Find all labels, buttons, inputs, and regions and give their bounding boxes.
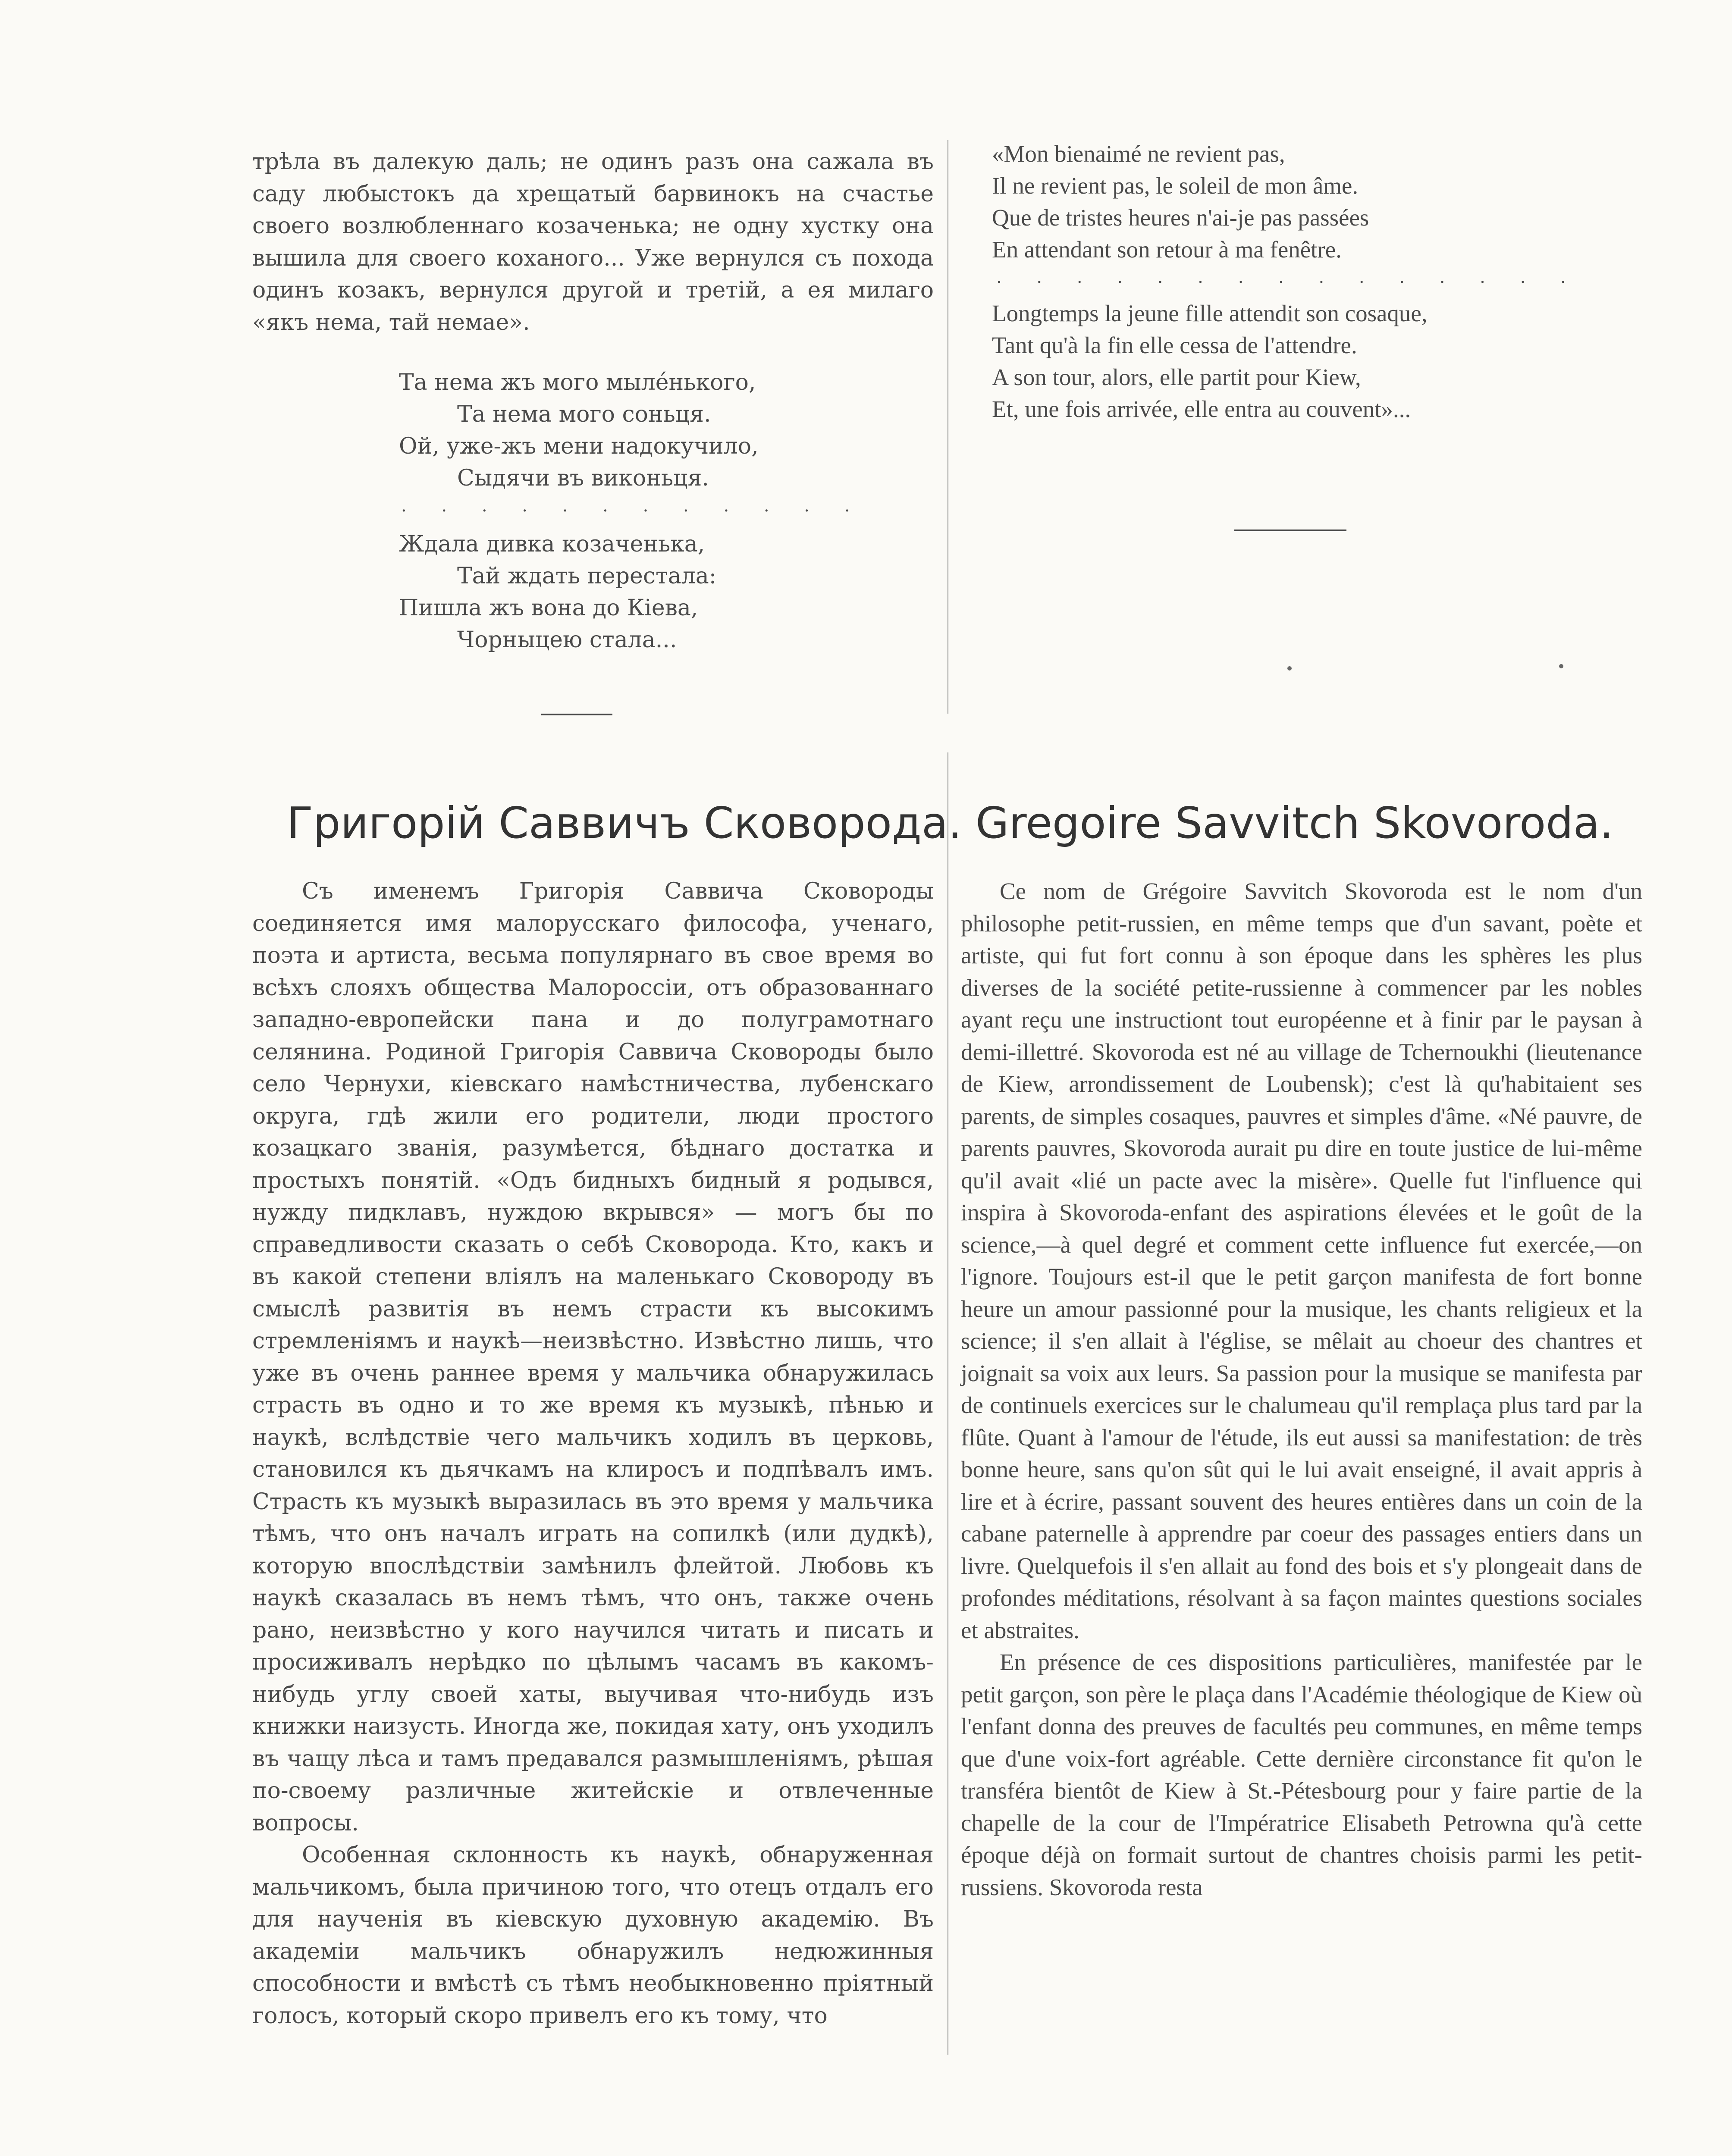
verse-line: Longtemps la jeune fille attendit son cosaque, [992,300,1428,326]
verse-line: Пишла жъ вона до Кіева, [399,595,698,621]
ru-intro [252,146,934,338]
verse-line: «Mon bienaimé ne revient pas, [992,141,1285,167]
verse-line: Que de tristes heures n'ai-je pas passées [992,204,1369,231]
verse-line: Сыдячи въ виконьця. [457,465,709,491]
verse-line: A son tour, alors, elle partit pour Kiew, [992,364,1361,390]
verse-line: Ой, уже-жъ мени надокучило, [399,433,759,459]
section-rule-right [1234,530,1346,531]
ru-article-heading: Григорій Саввичъ Сковорода. [287,798,962,848]
ru-verse-2 [399,528,916,656]
print-speck [1287,666,1292,671]
verse-line: En attendant son retour à ma fenêtre. [992,236,1342,263]
verse-line: Il ne revient pas, le soleil de mon âme. [992,172,1359,199]
ru-article-body [252,875,934,2032]
fr-ellipsis-dots: . . . . . . . . . . . . . . . [996,267,1581,287]
verse-line: Tant qu'à la fin elle cessa de l'attendre. [992,332,1357,358]
ru-intro-paragraph: трѣла въ далекую даль; не одинъ разъ она сажала въ саду любыстокъ да хрещатый барвинокъ на счастье своего возлюбленнаго козаченька; не одну хустку она вышила для своего коханого... Уже вернулся съ похода одинъ козакъ, вернулся другой и третій, а ея милаго «якъ нема, тай немае». [252,149,934,335]
ru-paragraph-1: Съ именемъ Григорія Саввича Сковороды соединяется имя малорусскаго философа, ученаго, поэта и артиста, весьма популярнаго въ свое время во всѣхъ слояхъ общества Малороссіи, отъ образованнаго западно-европейски пана и до полуграмотнаго селянина. Родиной Григорія Саввича Сковороды было село Чернухи, кіевскаго намѣстничества, лубенскаго округа, гдѣ жили его родители, люди простого козацкаго званія, разумѣется, бѣднаго достатка и простыхъ понятій. «Одъ бидныхъ бидный я родывся, нужду пидклавъ, нуждою вкрывся» — могъ бы по справедливости сказать о себѣ Сковорода. Кто, какъ и въ какой степени вліялъ на маленькаго Сковороду въ смыслѣ развитія въ немъ страсти къ высокимъ стремленіямъ и наукѣ—неизвѣстно. Извѣстно лишь, что уже въ очень раннее время у мальчика обнаружилась страсть въ одно и то же время къ музыкѣ, пѣнью и наукѣ, вслѣдствіе чего мальчикъ ходилъ въ церковь, становился къ дьячкамъ на клиросъ и подпѣвалъ имъ. Страсть къ музыкѣ выразилась въ это время у мальчика тѣмъ, что онъ началъ играть на сопилкѣ (или дудкѣ), которую впослѣдствіи замѣнилъ флейтой. Любовь къ наукѣ сказалась въ немъ тѣмъ, что онъ, также очень рано, неизвѣстно у кого научился читать и писать и просиживалъ нерѣдко по цѣлымъ часамъ въ какомъ-нибудь углу своей хаты, выучивая что-нибудь изъ книжки наизусть. Иногда же, покидая хату, онъ уходилъ въ чащу лѣса и тамъ предавался размышленіямъ, рѣшая по-своему различные житейскіе и отвлеченные вопросы. [252,878,934,1836]
print-speck [1559,664,1563,668]
fr-article-heading: Gregoire Savvitch Skovoroda. [976,798,1613,848]
verse-line: Ждала дивка козаченька, [399,531,705,557]
verse-line: Та нема мого соньця. [457,401,711,427]
verse-line: Чорныцею стала... [457,627,677,653]
ru-ellipsis-dots: . . . . . . . . . . . . [401,496,865,516]
verse-line: Тай ждать перестала: [457,563,717,589]
fr-article-body [961,875,1642,1903]
ru-verse-1 [399,367,916,494]
fr-verse-1 [992,138,1682,266]
fr-paragraph-1: Ce nom de Grégoire Savvitch Skovoroda est le nom d'un philosophe petit-russien, en même temps que d'un savant, poète et artiste, qui fut fort connu à son époque dans les sphères les plus diverses de la société petite-russienne à commencer par les nobles ayant reçu une instructiont tout européenne et à finir par le paysan à demi-illettré. Skovoroda est né au village de Tchernoukhi (lieutenance de Kiew, arrondissement de Loubensk); c'est là qu'habitaient ses parents, de simples cosaques, pauvres et simples d'âme. «Né pauvre, de parents pauvres, Skovoroda aurait pu dire en toute justice de lui-même qu'il avait «lié un pacte avec la misère». Quelle fut l'influence qui inspira à Skovoroda-enfant des aspirations élevées et le goût de la science,—à quel degré et comment cette influence fut exercée,—on l'ignore. Toujours est-il que le petit garçon manifesta de fort bonne heure un amour passionné pour la musique, les chants religieux et la science; il s'en allait à l'église, se mêlait au choeur des chantres et joignait sa voix aux leurs. Sa passion pour la musique se manifesta par de continuels exercices sur le chalumeau qu'il remplaça plus tard par la flûte. Quant à l'amour de l'étude, ils eut aussi sa manifestation: de très bonne heure, sans qu'on sût qui le lui avait enseigné, il avait appris à lire et à écrire, passant souvent des heures entières dans un coin de la cabane paternelle à apprendre par coeur des passages entiers dans un livre. Quelquefois il s'en allait au fond des bois et s'y plongeait dans de profondes méditations, résolvant à sa façon maintes questions sociales et abstraites. [961,878,1642,1643]
ru-paragraph-2: Особенная склонность къ наукѣ, обнаруженная мальчикомъ, была причиною того, что отецъ отдалъ его для наученія въ кіевскую духовную академію. Въ академіи мальчикъ обнаружилъ недюжинныя способности и вмѣстѣ съ тѣмъ необыкновенно пріятный голосъ, который скоро привелъ его къ тому, что [252,1842,934,2029]
fr-paragraph-2: En présence de ces dispositions particulières, manifestée par le petit garçon, son père le plaça dans l'Académie théologique de Kiew où l'enfant donna des preuves de facultés peu communes, en même temps que d'une voix-fort agréable. Cette dernière circonstance fit qu'on le transféra bientôt de Kiew à St.-Pétesbourg pour y faire partie de la chapelle de la cour de l'Impératrice Elisabeth Petrowna qu'à cette époque déjà on formait surtout de chantres choisis parmi les petit-russiens. Skovoroda resta [961,1649,1642,1900]
section-rule-left [541,714,612,715]
verse-line: Та нема жъ мого мыле́нького, [399,370,756,395]
verse-line: Et, une fois arrivée, elle entra au couvent»... [992,396,1411,422]
fr-verse-2 [992,298,1682,425]
